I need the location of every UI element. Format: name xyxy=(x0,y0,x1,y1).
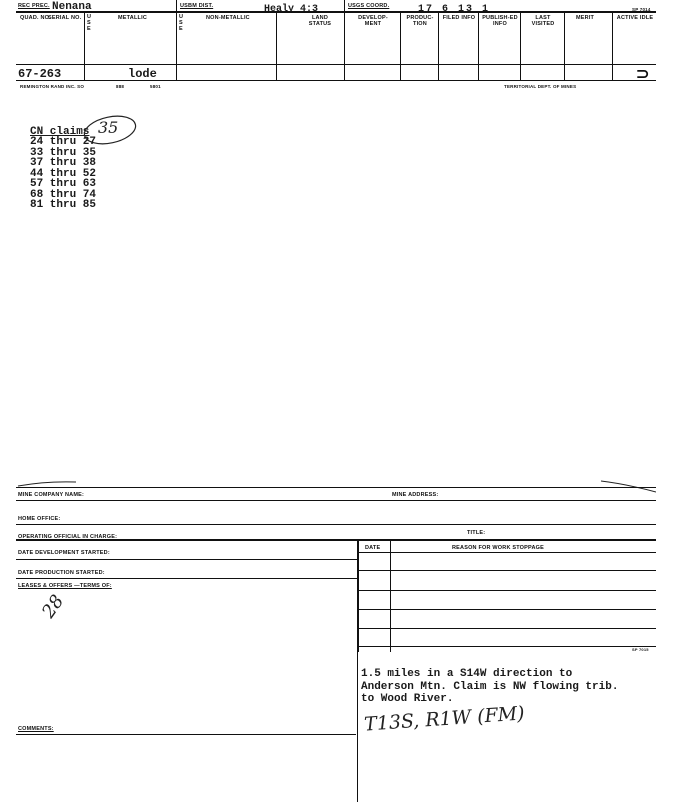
col-div-2 xyxy=(176,0,177,80)
card-edge-curves xyxy=(16,478,656,498)
table-row-5 xyxy=(357,628,656,629)
col-production: PRODUC-TION xyxy=(406,15,434,27)
rec-prec-label: REC PREC. xyxy=(18,3,50,9)
col-land-status: LAND STATUS xyxy=(308,15,332,27)
claim-range: 57 thru 63 xyxy=(30,178,97,190)
operating-official-label: OPERATING OFFICIAL IN CHARGE: xyxy=(18,534,118,540)
top-rule-1 xyxy=(16,11,656,13)
table-row-6 xyxy=(357,646,656,647)
table-row-2 xyxy=(357,570,656,571)
metallic-value: lode xyxy=(128,67,157,81)
col-div-4 xyxy=(344,0,345,80)
claim-range: 24 thru 27 xyxy=(30,136,97,148)
printer-imprint: REMINGTON RAND INC. SO xyxy=(20,84,85,89)
usgs-coord-label: USGS COORD. xyxy=(348,3,390,9)
form-number-bottom: SP 7015 xyxy=(632,647,649,652)
dept-imprint: TERRITORIAL DEPT. OF MINES xyxy=(504,84,577,89)
claim-range: 33 thru 35 xyxy=(30,146,97,159)
handwritten-location: T13S, R1W (FM) xyxy=(363,702,526,736)
location-line: to Wood River. xyxy=(361,693,454,705)
bottom-rule-4 xyxy=(16,559,357,560)
table-row-4 xyxy=(357,609,656,610)
col-active-idle: ACTIVE IDLE xyxy=(616,15,654,21)
location-description xyxy=(361,668,618,706)
claim-range: 44 thru 52 xyxy=(30,167,97,180)
col-quad-no: QUAD. NO. xyxy=(20,15,51,21)
imprint-code-1: 888 xyxy=(116,84,125,89)
claims-list xyxy=(30,137,96,211)
top-rule-3 xyxy=(16,80,656,81)
col-serial-no: SERIAL NO. xyxy=(48,15,82,21)
col-published-info: PUBLISH-ED INFO xyxy=(482,15,518,27)
bottom-rule-0 xyxy=(16,487,656,488)
usgs-coord-value: 17 6 13 1 xyxy=(418,4,491,15)
bottom-rule-3 xyxy=(16,539,656,541)
location-line: Anderson Mtn. Claim is NW flowing trib. xyxy=(361,680,619,693)
bottom-rule-5 xyxy=(16,578,357,579)
bottom-vertical-divider xyxy=(357,652,358,802)
comments-rule xyxy=(16,734,356,735)
bottom-rule-1 xyxy=(16,500,656,501)
leases-label: LEASES & OFFERS —TERMS OF: xyxy=(18,583,112,589)
col-div-8 xyxy=(520,12,521,80)
col-use-2: U S E xyxy=(179,14,184,32)
claim-range: 37 thru 38 xyxy=(30,157,97,169)
col-div-1 xyxy=(84,12,85,80)
col-div-10 xyxy=(612,12,613,80)
date-col-label: DATE xyxy=(365,545,381,551)
date-dev-started-label: DATE DEVELOPMENT STARTED: xyxy=(18,550,110,556)
col-development: DEVELOP-MENT xyxy=(358,15,388,27)
col-last-visited: LAST VISITED xyxy=(531,15,555,27)
date-prod-started-label: DATE PRODUCTION STARTED: xyxy=(18,570,105,576)
reason-col-label: REASON FOR WORK STOPPAGE xyxy=(452,545,544,551)
usbm-dist-value: Healy 4:3 xyxy=(264,4,319,15)
form-number-top: SP 7014 xyxy=(632,7,651,12)
col-merit: MERIT xyxy=(576,15,595,21)
home-office-label: HOME OFFICE: xyxy=(18,516,61,522)
rec-prec-value: Nenana xyxy=(52,1,92,13)
table-row-1 xyxy=(357,552,656,553)
active-idle-mark: ⊃ xyxy=(636,66,650,83)
top-rule-2 xyxy=(16,64,656,65)
claims-title: CN claims xyxy=(30,126,90,138)
col-metallic: METALLIC xyxy=(118,15,147,21)
table-row-3 xyxy=(357,590,656,591)
col-non-metallic: NON-METALLIC xyxy=(206,15,250,21)
imprint-code-2: 5801 xyxy=(150,84,161,89)
claim-range: 81 thru 85 xyxy=(30,199,97,211)
handwritten-number: 28 xyxy=(38,591,69,623)
mine-address-label: MINE ADDRESS: xyxy=(392,492,439,498)
col-filed-info: FILED INFO xyxy=(442,15,476,21)
claim-range: 68 thru 74 xyxy=(30,188,97,201)
quad-serial-value: 67-263 xyxy=(18,67,62,81)
table-date-divider xyxy=(390,540,391,652)
comments-label: COMMENTS: xyxy=(18,726,54,732)
location-line: 1.5 miles in a S14W direction to xyxy=(361,668,573,680)
mine-company-name-label: MINE COMPANY NAME: xyxy=(18,492,85,498)
col-use-1: U S E xyxy=(87,14,92,32)
col-div-5 xyxy=(400,12,401,80)
table-left-border xyxy=(357,540,359,652)
title-label: TITLE: xyxy=(467,530,486,536)
col-div-3 xyxy=(276,12,277,80)
usbm-dist-label: USBM DIST. xyxy=(180,3,214,9)
col-div-7 xyxy=(478,12,479,80)
circled-note-value: 35 xyxy=(98,118,119,137)
bottom-rule-2 xyxy=(16,524,656,525)
col-div-9 xyxy=(564,12,565,80)
col-div-6 xyxy=(438,12,439,80)
